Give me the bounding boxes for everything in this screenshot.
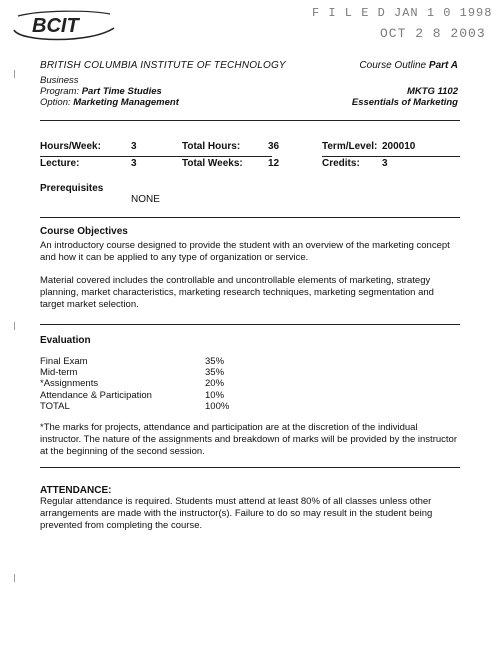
- credits-label: Credits:: [322, 158, 360, 169]
- logo-text: BCIT: [32, 15, 79, 37]
- total-hours-label: Total Hours:: [182, 141, 241, 152]
- option-line: [40, 97, 179, 108]
- hours-week-value: 3: [131, 141, 137, 152]
- filing-stamp: [312, 6, 492, 41]
- lecture-label: Lecture:: [40, 158, 80, 169]
- weeks-underline: [182, 156, 272, 157]
- hours-week-label: Hours/Week:: [40, 141, 101, 152]
- course-name: Essentials of Marketing: [351, 97, 458, 108]
- evaluation-item-value: 100%: [205, 400, 230, 412]
- evaluation-row: [40, 390, 280, 401]
- term-level-value: 200010: [382, 141, 416, 152]
- bcit-logo: [10, 8, 120, 42]
- evaluation-item-label: Attendance & Participation: [40, 389, 152, 401]
- institute-name: BRITISH COLUMBIA INSTITUTE OF TECHNOLOGY: [40, 60, 286, 71]
- total-weeks-value: 12: [268, 158, 280, 169]
- course-info-row-2: [40, 158, 460, 175]
- evaluation-row: [40, 378, 280, 389]
- attendance-text: Regular attendance is required. Students must attend at least 80% of all classes unless other arrangements are made with the instructor(s). Failure to do so may result in the student being prevented from completing the course.: [40, 496, 433, 531]
- evaluation-item-value: 10%: [205, 389, 225, 401]
- option-name: Marketing Management: [73, 97, 179, 108]
- scan-mark: [14, 322, 15, 330]
- evaluation-note: *The marks for projects, attendance and participation are at the discretion of the individual instructor. The nature of the assignments and breakdown of marks will be provided by the instructor at the beginning of the second session.: [40, 422, 457, 457]
- evaluation-divider: [40, 467, 460, 468]
- objectives-paragraph-2: Material covered includes the controllable and uncontrollable elements of marketing, strategy planning, market characteristics, marketing research techniques, marketing segmentation and target market selection.: [40, 275, 434, 310]
- evaluation-item-label: *Assignments: [40, 378, 99, 390]
- total-hours-value: 36: [268, 141, 280, 152]
- lecture-underline: [40, 156, 190, 157]
- evaluation-item-value: 35%: [205, 367, 225, 379]
- evaluation-table: [40, 356, 280, 412]
- school-name: Business: [40, 75, 79, 86]
- evaluation-title: Evaluation: [40, 335, 91, 346]
- course-code: MKTG 1102: [406, 86, 458, 97]
- evaluation-row: [40, 367, 280, 378]
- prerequisites-value: NONE: [131, 194, 160, 205]
- prereq-divider: [40, 217, 460, 218]
- evaluation-item-label: TOTAL: [40, 400, 70, 412]
- evaluation-item-value: 35%: [205, 356, 225, 367]
- prerequisites-title: Prerequisites: [40, 183, 104, 194]
- evaluation-item-label: Mid-term: [40, 367, 78, 379]
- credits-underline: [322, 156, 460, 157]
- course-id-block: [352, 86, 458, 108]
- term-level-label: Term/Level:: [322, 141, 378, 152]
- evaluation-item-label: Final Exam: [40, 356, 88, 367]
- credits-value: 3: [382, 158, 388, 169]
- outline-label: Course Outline: [359, 60, 427, 71]
- program-label: Program:: [40, 86, 80, 97]
- total-weeks-label: Total Weeks:: [182, 158, 243, 169]
- evaluation-row: [40, 356, 280, 367]
- objectives-divider: [40, 324, 460, 325]
- lecture-value: 3: [131, 158, 137, 169]
- filed-stamp: F I L E D JAN 1 0 1998: [312, 6, 493, 20]
- objectives-title: Course Objectives: [40, 226, 128, 237]
- attendance-title: ATTENDANCE:: [40, 485, 112, 496]
- program-line: [40, 86, 179, 97]
- objectives-paragraph-1: An introductory course designed to provide the student with an overview of the marketing concept and how it can be applied to any type of organization or service.: [40, 240, 450, 263]
- program-block: [40, 75, 179, 108]
- evaluation-item-value: 20%: [205, 378, 225, 390]
- course-outline-label: [359, 60, 458, 71]
- program-name: Part Time Studies: [81, 86, 162, 97]
- evaluation-row: [40, 401, 280, 412]
- header-divider: [40, 120, 460, 121]
- scan-mark: [14, 70, 15, 78]
- received-stamp: OCT 2 8 2003: [380, 26, 486, 41]
- scan-mark: [14, 574, 15, 582]
- course-info-grid: [40, 141, 460, 175]
- option-label: Option:: [40, 97, 71, 108]
- outline-part: Part A: [428, 60, 458, 71]
